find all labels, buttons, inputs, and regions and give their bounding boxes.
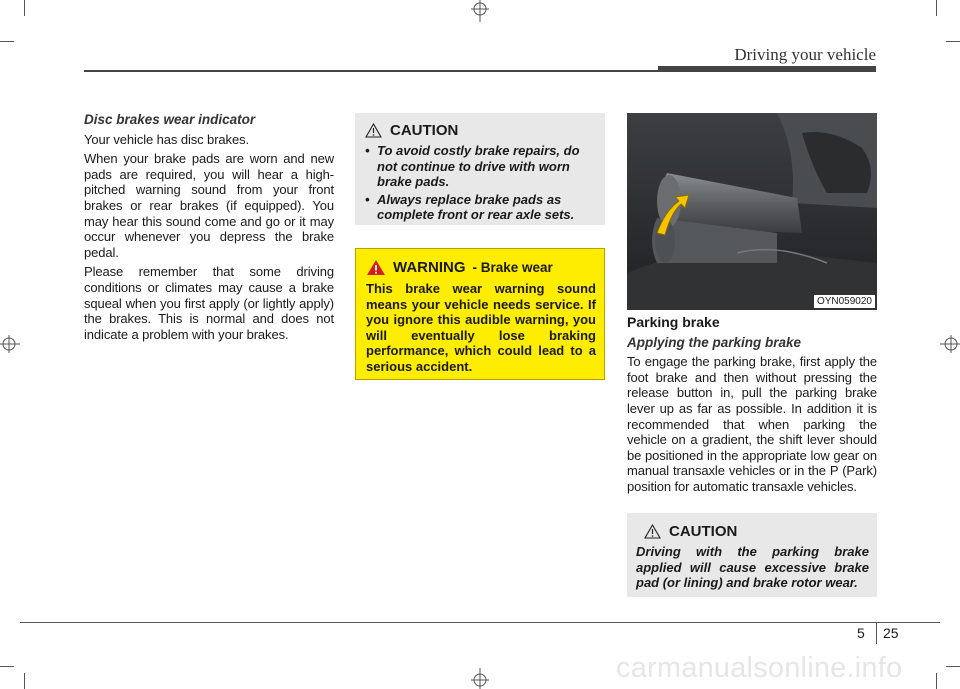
crop-mark: [946, 666, 960, 667]
header-rule: [84, 70, 658, 72]
crop-mark: [946, 41, 960, 42]
crop-mark: [936, 0, 937, 16]
registration-mark-icon: [469, 668, 491, 689]
caution-triangle-icon: [644, 524, 661, 539]
page-number-divider: [876, 622, 877, 644]
chapter-number: 5: [857, 625, 865, 641]
warning-subtitle: - Brake wear: [472, 260, 553, 275]
photo-code: OYN059020: [814, 295, 875, 308]
left-column: [84, 112, 334, 346]
caution-box-parking-brake: [627, 513, 877, 597]
registration-mark-icon: [0, 333, 20, 355]
caution-title: CAUTION: [390, 122, 459, 139]
caution-triangle-icon: [365, 123, 382, 138]
registration-mark-icon: [469, 0, 491, 22]
registration-mark-icon: [940, 333, 960, 355]
page-number: 25: [883, 625, 899, 641]
caution-item: • Always replace brake pads as complete front or rear axle sets.: [365, 192, 597, 223]
body-paragraph: To engage the parking brake, first apply the foot brake and then without pressing the release button in, pull the parking brake lever up as far as possible. In addition it is recommended that when parking the vehicle on a gradient, the shift lever should be positioned in the appropriate low gear on manual transaxle vehicles or in the P (Park) position for automatic transaxle vehicles.: [627, 354, 877, 494]
caution-heading: [365, 122, 597, 139]
body-paragraph: Your vehicle has disc brakes.: [84, 131, 249, 147]
watermark: carmanualsonline.info: [616, 652, 903, 684]
caution-heading: [644, 523, 869, 540]
crop-mark: [24, 673, 25, 689]
caution-box-brake-repairs: [355, 113, 605, 225]
warning-heading: [366, 259, 596, 276]
right-column: [627, 315, 877, 499]
caution-text: Driving with the parking brake applied will cause excessive brake pad (or lining) and brake rotor wear.: [636, 544, 869, 590]
parking-brake-heading: Parking brake: [627, 314, 720, 330]
parking-brake-photo: [627, 113, 877, 310]
warning-triangle-icon: [366, 259, 386, 276]
body-paragraph: Please remember that some driving conditions or climates may cause a brake squeal when you first apply (or lightly apply) the brakes. This is normal and does not indicate a problem with your brakes.: [84, 264, 334, 342]
crop-mark: [0, 666, 14, 667]
header-rule-thick: [658, 66, 876, 72]
warning-title: WARNING: [393, 259, 466, 276]
caution-title: CAUTION: [669, 523, 738, 540]
footer-rule: [20, 622, 940, 623]
parking-brake-lever-illustration: [627, 113, 877, 310]
warning-box-brake-wear: [355, 248, 605, 380]
caution-item: • To avoid costly brake repairs, do not continue to drive with worn brake pads.: [365, 143, 597, 190]
crop-mark: [936, 673, 937, 689]
disc-brakes-subheading: Disc brakes wear indicator: [84, 112, 256, 127]
warning-text: This brake wear warning sound means your vehicle needs service. If you ignore this audible warning, you will eventually lose braking performance, which could lead to a serious accident.: [366, 281, 596, 374]
caution-list: [365, 143, 597, 223]
section-title: Driving your vehicle: [734, 45, 876, 64]
crop-mark: [0, 41, 14, 42]
crop-mark: [24, 0, 25, 16]
applying-parking-brake-subheading: Applying the parking brake: [627, 334, 802, 350]
body-paragraph: When your brake pads are worn and new pads are required, you will hear a high-pitched warning sound from your front brakes or rear brakes (if equipped). You may hear this sound come and go or it may occur whenever you depress the brake pedal.: [84, 151, 334, 260]
